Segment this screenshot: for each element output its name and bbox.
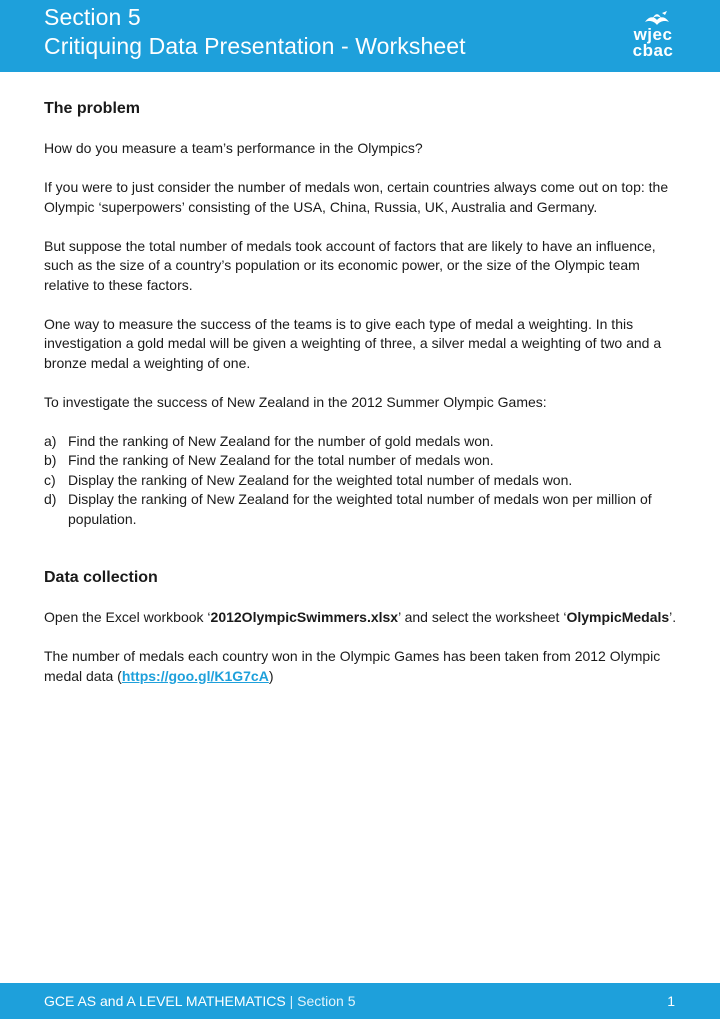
page-header [0, 0, 720, 72]
medal-data-link[interactable]: https://goo.gl/K1G7cA [121, 667, 269, 684]
task-item [44, 451, 680, 471]
problem-paragraph-medals: If you were to just consider the number of medals won, certain countries always come out on top: the Olympic ‘superpowers’ consisting of the USA, China, Russia, UK, Australia and Germany. [44, 179, 669, 215]
section-title: Section 5 [44, 4, 141, 30]
open-workbook-instruction [44, 608, 680, 628]
problem-heading: The problem [44, 100, 141, 117]
course-name: GCE AS and A LEVEL MATHEMATICS [44, 993, 286, 1009]
worksheet-title: Critiquing Data Presentation - Worksheet [44, 33, 466, 59]
page-number: 1 [667, 993, 675, 1009]
task-text: Find the ranking of New Zealand for the number of gold medals won. [68, 432, 494, 449]
problem-question: How do you measure a team’s performance in the Olympics? [44, 140, 423, 156]
task-marker: d) [44, 491, 57, 507]
task-marker: b) [44, 452, 57, 468]
logo-text-wjec: wjec [633, 25, 673, 44]
problem-paragraph-investigate: To investigate the success of New Zealand in the 2012 Summer Olympic Games: [44, 393, 547, 410]
problem-paragraph-weighting: One way to measure the success of the teams is to give each type of medal a weighting. In this investigation a gold medal will be given a weighting of three, a silver medal a weighting of two and a bronze medal a weighting of one. [44, 315, 662, 371]
task-item [44, 490, 680, 529]
data-source-paragraph [44, 647, 680, 686]
page-footer [0, 983, 720, 1019]
problem-paragraph-factors: But suppose the total number of medals took account of factors that are likely to have an influence, such as the size of a country’s population or its economic power, or the size of the Olympic team relative to these factors. [44, 237, 656, 293]
footer-section: Section 5 [297, 993, 356, 1009]
task-text: Find the ranking of New Zealand for the total number of medals won. [68, 452, 494, 468]
task-item [44, 471, 680, 491]
source-text: ) [268, 667, 274, 684]
instruction-text: Open the Excel workbook ‘ [44, 609, 211, 625]
instruction-text: ’. [669, 609, 677, 625]
task-list [44, 432, 680, 530]
task-marker: c) [44, 471, 56, 488]
worksheet-name: OlympicMedals [566, 609, 670, 625]
task-marker: a) [44, 432, 57, 449]
task-text: Display the ranking of New Zealand for the weighted total number of medals won per million of population. [68, 491, 652, 527]
task-item [44, 432, 680, 452]
task-text: Display the ranking of New Zealand for the weighted total number of medals won. [68, 471, 573, 488]
workbook-name: 2012OlympicSwimmers.xlsx [210, 609, 399, 625]
footer-separator: | [289, 993, 294, 1009]
wjec-cbac-logo [630, 10, 676, 62]
data-collection-heading: Data collection [44, 569, 158, 586]
logo-text-cbac: cbac [632, 41, 674, 60]
footer-course [44, 993, 356, 1009]
worksheet-body [44, 98, 680, 686]
source-text: The number of medals each country won in the Olympic Games has been taken from 2012 Olympic medal data ( [44, 648, 661, 684]
instruction-text: ’ and select the worksheet ‘ [398, 609, 567, 625]
